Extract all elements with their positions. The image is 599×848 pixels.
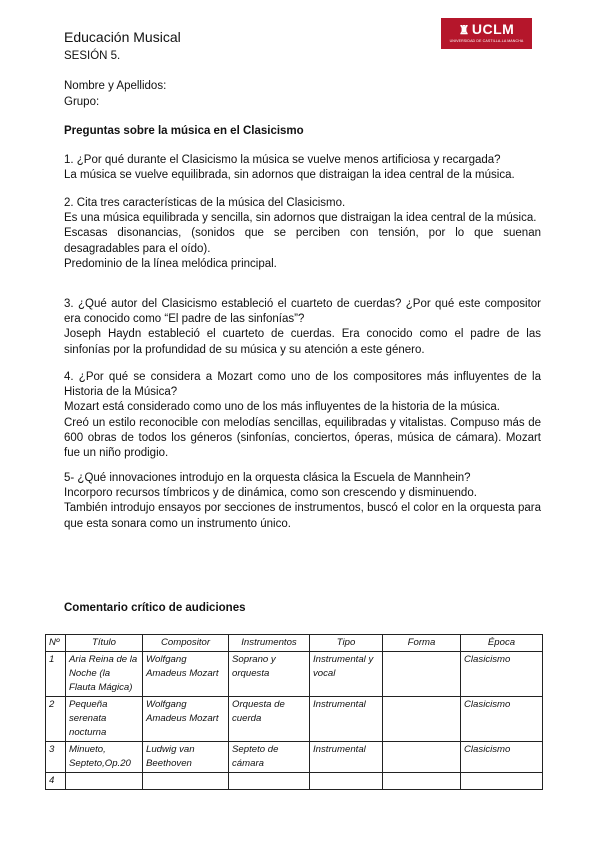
- table-header-row: [46, 635, 543, 652]
- table-row: [46, 742, 543, 773]
- audition-heading: Comentario crítico de audiciones: [64, 602, 246, 614]
- table-cell: Instrumental y vocal: [310, 652, 383, 697]
- logo-text: UCLM: [471, 21, 515, 37]
- question-block-4: [64, 370, 541, 461]
- table-cell: [383, 652, 461, 697]
- table-cell: [66, 773, 143, 790]
- answer-text: Incorporo recursos tímbricos y de dinámica, como son crescendo y disminuendo.: [64, 487, 477, 500]
- answer-text: La música se vuelve equilibrada, sin adornos que distraigan la idea central de la música.: [64, 169, 515, 182]
- table-cell: 3: [46, 742, 66, 773]
- uclm-logo: [441, 18, 532, 49]
- column-header: Época: [461, 635, 543, 652]
- table-cell: [383, 773, 461, 790]
- logo-wordmark: [441, 21, 532, 37]
- column-header: Título: [66, 635, 143, 652]
- question-text: 3. ¿Qué autor del Clasicismo estableció el cuarteto de cuerdas? ¿Por qué este compositor era conocido como “El padre de las sinfonías”?: [64, 298, 541, 326]
- question-text: 5- ¿Qué innovaciones introdujo en la orquesta clásica la Escuela de Mannhein?: [64, 472, 471, 484]
- column-header: Nº: [46, 635, 66, 652]
- table-cell: Aria Reina de la Noche (la Flauta Mágica): [66, 652, 143, 697]
- question-block-1: [64, 153, 541, 183]
- table-cell: Orquesta de cuerda: [229, 697, 310, 742]
- column-header: Compositor: [143, 635, 229, 652]
- question-text: 1. ¿Por qué durante el Clasicismo la música se vuelve menos artificiosa y recargada?: [64, 154, 501, 166]
- group-field-label: Grupo:: [64, 96, 100, 108]
- table-cell: Pequeña serenata nocturna: [66, 697, 143, 742]
- answer-text: Es una música equilibrada y sencilla, sin adornos que distraigan la idea central de la música.: [64, 212, 537, 225]
- table-cell: Clasicismo: [461, 742, 543, 773]
- table-cell: [229, 773, 310, 790]
- questions-heading: Preguntas sobre la música en el Clasicismo: [64, 125, 304, 137]
- table-cell: 4: [46, 773, 66, 790]
- table-cell: [310, 773, 383, 790]
- table-cell: [461, 773, 543, 790]
- table-cell: Wolfgang Amadeus Mozart: [143, 652, 229, 697]
- table-row: [46, 773, 543, 790]
- answer-text: Creó un estilo reconocible con melodías sencillas, equilibradas y vitalistas. Compuso más de 600 obras de todos los géneros (sinfonías, conciertos, óperas, música de cámara). Mozart fue un niño prodigio.: [64, 416, 541, 460]
- logo-subtitle: UNIVERSIDAD DE CASTILLA-LA MANCHA: [449, 39, 524, 43]
- answer-text: También introdujo ensayos por secciones de instrumentos, buscó el color en la orquesta para que esta sonara como un instrumento único.: [64, 502, 541, 530]
- answer-text: Joseph Haydn estableció el cuarteto de cuerdas. Era conocido como el padre de las sinfonías por la profundidad de su música y su atención a este género.: [64, 328, 541, 356]
- table-cell: [143, 773, 229, 790]
- question-block-2: [64, 196, 541, 272]
- table-row: [46, 697, 543, 742]
- audition-table: [45, 634, 543, 790]
- castle-icon: ♜: [458, 23, 470, 37]
- question-text: 2. Cita tres características de la música del Clasicismo.: [64, 197, 346, 209]
- table-cell: Instrumental: [310, 742, 383, 773]
- page-title: Educación Musical: [64, 29, 181, 45]
- table-cell: [383, 697, 461, 742]
- table-cell: Clasicismo: [461, 697, 543, 742]
- table-cell: Soprano y orquesta: [229, 652, 310, 697]
- session-label: SESIÓN 5.: [64, 50, 121, 62]
- table-cell: Minueto, Septeto,Op.20: [66, 742, 143, 773]
- table-row: [46, 652, 543, 697]
- column-header: Tipo: [310, 635, 383, 652]
- table-cell: 2: [46, 697, 66, 742]
- table-cell: Ludwig van Beethoven: [143, 742, 229, 773]
- table-cell: Wolfgang Amadeus Mozart: [143, 697, 229, 742]
- table-cell: Clasicismo: [461, 652, 543, 697]
- question-block-5: [64, 471, 541, 532]
- table-cell: [383, 742, 461, 773]
- name-field-label: Nombre y Apellidos:: [64, 80, 167, 92]
- question-text: 4. ¿Por qué se considera a Mozart como uno de los compositores más influyentes de la Historia de la Música?: [64, 371, 541, 399]
- table-cell: 1: [46, 652, 66, 697]
- question-block-3: [64, 297, 541, 358]
- column-header: Instrumentos: [229, 635, 310, 652]
- table-cell: Septeto de cámara: [229, 742, 310, 773]
- table-cell: Instrumental: [310, 697, 383, 742]
- answer-text: Predominio de la línea melódica principal.: [64, 257, 277, 270]
- answer-text: Escasas disonancias, (sonidos que se perciben con tensión, por lo que suenan desagradables para el oído).: [64, 227, 541, 255]
- column-header: Forma: [383, 635, 461, 652]
- answer-text: Mozart está considerado como uno de los más influyentes de la historia de la música.: [64, 401, 500, 414]
